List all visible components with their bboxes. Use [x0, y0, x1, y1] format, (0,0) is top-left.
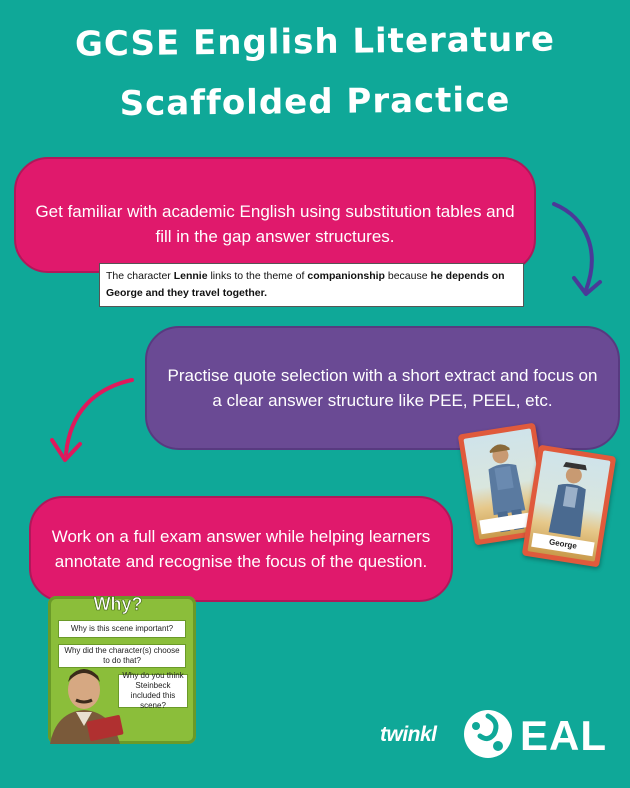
step-3-text: Work on a full exam answer while helping learners annotate and recognise the focus of the question. [51, 527, 431, 571]
step-1-text: Get familiar with academic English using substitution tables and fill in the gap answer structures. [35, 202, 515, 246]
example-sentence [99, 263, 524, 307]
step-2-box [145, 326, 620, 450]
example-theme: companionship [307, 270, 385, 282]
eal-logo: EAL [520, 712, 607, 759]
step-2-text: Practise quote selection with a short extract and focus on a clear answer structure like PEE, PEEL, etc. [167, 366, 598, 410]
curved-arrow-icon [40, 372, 140, 472]
page-title-line-1: GCSE English Literature [74, 19, 556, 65]
example-part-3: because [384, 270, 431, 282]
page-title-line-2: Scaffolded Practice [119, 79, 511, 125]
why-question-1: Why is this scene important? [58, 620, 186, 638]
card-george-label: George [531, 533, 594, 557]
character-card-george [522, 445, 617, 568]
eal-swirl-logo-icon [460, 706, 516, 762]
step-1-box [14, 157, 536, 273]
twinkl-logo: twinkl [380, 723, 437, 746]
example-part-2: links to the theme of [207, 270, 308, 282]
steinbeck-portrait-icon [36, 656, 136, 744]
example-reason: he depends on George and they travel together. [106, 270, 505, 299]
example-character: Lennie [173, 270, 208, 282]
step-3-box [29, 496, 453, 602]
example-part-1: The character [106, 270, 174, 282]
why-question-2: Why did the character(s) choose to do that? [58, 644, 186, 668]
curved-arrow-icon [548, 198, 618, 308]
why-question-3: Why do you think Steinbeck included this scene? [118, 674, 188, 708]
why-title: Why? [93, 594, 143, 614]
